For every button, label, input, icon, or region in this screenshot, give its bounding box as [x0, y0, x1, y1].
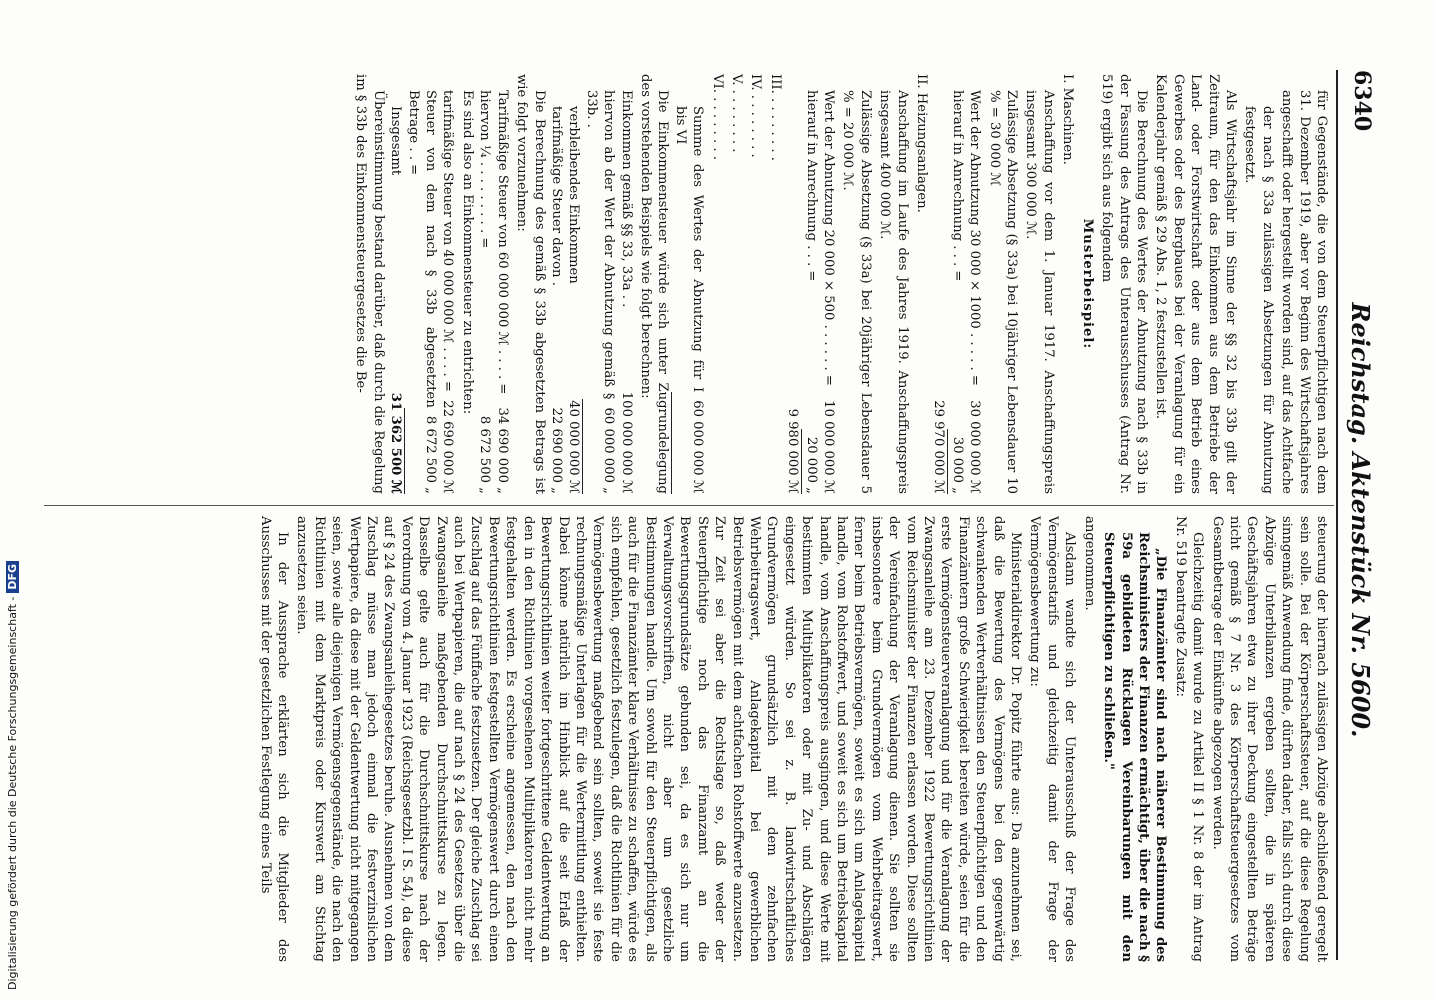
paragraph: Die Berechnung des Wertes der Abnutzung nach § 33b in der Fassung des Antrags des Unterausschusses (Antrag Nr. 519) ergibt sich aus folgendem	[1099, 74, 1149, 494]
calc-row: Steuer von dem nach § 33b abgesetzten Betrage . . = 8 672 500 „	[405, 90, 439, 494]
roman-item: III. . . . . . . . .	[767, 74, 783, 161]
paragraph: Anschaffung im Laufe des Jahres 1919. Anschaffungspreis insgesamt 400 000 ℳ.	[877, 90, 910, 494]
paragraph: der nach § 33a zulässigen Absetzungen für Abnutzung festgesetzt.	[1242, 106, 1275, 494]
right-column	[254, 516, 1330, 962]
paragraph: Die Berechnung des gemäß § 33b abgesetzten Betrags ist wie folgt vorzunehmen:	[514, 74, 547, 494]
paragraph: In der Aussprache erklärten sich die Mitglieder des Ausschusses mit der gesetzlichen Festlegung eines Teils	[257, 516, 291, 962]
sum-row: Summe des Wertes der Abnutzung für I bis VI 60 000 000 ℳ	[672, 106, 706, 494]
header-rule	[1336, 70, 1338, 960]
roman-item: IV. . . . . . . . .	[748, 74, 764, 158]
column-divider	[44, 505, 1334, 506]
roman-item: VI. . . . . . . . .	[709, 74, 725, 160]
calc-row: Wert der Abnutzung 20 000 × 500 . . . . . . = 10 000 000 ℳ	[821, 90, 837, 494]
paragraph: Ministerialdirektor Dr. Popitz führte aus: Da anzunehmen sei, daß die Bewertung des Vermögens bei den gegenwärtig schwankenden Wertverhältnissen den Steuerpflichtigen und den Finanzämtern große Schwierigkeit bereiten würde, seien für die erste Vermögensteuerveranlagung und für die Veranlagung der Zwangsanleihe am 23. Dezember 1922 Bewertungsrichtlinien vom Reichsminister der Finanzen erlassen worden. Diese sollten der Vereinfachung der Veranlagung dienen. Sie sollten sie insbesondere beim Grundvermögen vom Wehrbeitragswert, ferner beim Betriebsvermögen, soweit es sich um Anlagekapital handle, vom Rohstoffwert, und soweit es sich um Betriebskapital handle, vom Anschaffungspreis ausgingen, und diese Werte mit bestimmten Multiplikatoren oder mit Zu- und Abschlägen eingesetzt würden. So sei z. B. landwirtschaftliches Grundvermögen grundsätzlich mit dem zehnfachen Wehrbeitragswert, Anlagekapital bei gewerblichen Betriebsvermögen mit dem achtfachen Rohstoffwerte anzusetzen. Zur Zeit sei aber die Rechtslage so, daß weder der Steuerpflichtige noch das Finanzamt an die Bewertungsgrundsätze gebunden sei, da es sich nur um Verwaltungsvorschriften, nicht aber um gesetzliche Bestimmungen handle. Um sowohl für den Steuerpflichtigen, als auch für die Finanzämter klare Verhältnisse zu schaffen, würde es sich empfehlen, gesetzlich festzulegen, daß die Richtlinien für die Vermögensbewertung maßgebend sein sollten, soweit sie feste rechnungsmäßige Unterlagen für die Wertermittlung enthielten. Dabei könne natürlich im Hinblick auf die seit Erlaß der Bewertungsrichtlinien weiter fortgeschrittene Geldentwertung an den in den Richtlinien vorgesehenen Multiplikatoren nicht mehr festgehalten werden. Es erscheine angemessen, den nach den Bewertungsrichtlinien festgestellten Vermögenswert durch einen Zuschlag auf das Fünffache festzusetzen. Der gleiche Zuschlag sei auch bei Wertpapieren, die auf nach § 24 des Gesetzes über die Zwangsanleihe maßgebenden Durchschnittskurse zu legen. Dasselbe gelte auch für die Durchschnittskurse nach der Verordnung vom 4. Januar 1923 (Reichsgesetzbl. I S. 54), da diese auf § 24 des Zwangsanleihegesetzes beruhe. Ausnehmen von dem Zuschlag müsse man jedoch einmal die festverzinslichen Wertpapiere, da diese mit der Geldentwertung nicht mitgegangen seien, sowie alle diejenigen Vermögensgegenstände, die nach den Richtlinien mit dem Marktpreis oder Kurswert am Stichtag anzusetzen seien.	[294, 516, 1024, 962]
total-row: Insgesamt 31 362 500 ℳ	[388, 106, 404, 494]
calc-row: hierauf in Anrechnung . . . = 20 000 „	[801, 74, 819, 494]
paragraph: für Gegenstände, die von dem Steuerpflichtigen nach dem 31. Dezember 1919, aber vor Beginn des Wirtschaftsjahres angeschafft oder hergestellt worden sind, auf das Achtfache	[1279, 90, 1329, 494]
example-title: Musterbeispiel:	[1079, 218, 1095, 350]
calc-row: Einkommen gemäß §§ 33, 33a . . 100 000 000 ℳ	[618, 90, 634, 494]
paragraph: Zulässige Absetzung (§ 33a) bei 20jähriger Lebensdauer 5 % = 20 000 ℳ.	[840, 90, 873, 494]
calc-row: tarifmäßige Steuer von 40 000 000 ℳ . . . . = 22 690 000 ℳ	[440, 90, 456, 494]
paragraph: angenommen.	[1081, 516, 1097, 611]
paragraph: Alsdann wandte sich der Unterausschuß der Frage des Vermögenstarifs und gleichzeitig damit der Frage der Vermögensbewertung zu:	[1027, 516, 1078, 962]
calc-row: hierauf in Anrechnung . . . = 30 000 „	[947, 74, 965, 494]
paragraph: Als Wirtschaftsjahr im Sinne der §§ 32 bis 33b gilt der Zeitraum, für den das Einkommen aus dem Betriebe der Land- oder Forstwirtschaft oder aus dem Betrieb eines Gewerbes oder des Bergbaues bei der Veranlagung für ein Kalenderjahr gemäß § 29 Abs. 1, 2 festzustellen ist.	[1153, 74, 1238, 494]
paragraph: Es sind also an Einkommensteuer zu entrichten:	[459, 90, 475, 415]
calc-row: Tarifmäßige Steuer von 60 000 000 ℳ . . . . = 34 690 000 „	[494, 90, 510, 494]
left-column	[350, 74, 1330, 494]
digitization-credit	[6, 561, 19, 990]
paragraph: Anschaffung vor dem 1. Januar 1917. Anschaffungspreis insgesamt 300 000 ℳ.	[1023, 90, 1056, 494]
calc-row: verbleibendes Einkommen 40 000 000 ℳ	[566, 106, 582, 494]
credit-text: Digitalisierung gefördert durch die Deutsche Forschungsgemeinschaft -	[6, 596, 19, 990]
dfg-logo: DFG	[6, 561, 19, 593]
paragraph: Zulässige Absetzung (§ 33a) bei 10jähriger Lebensdauer 10 % = 30 000 ℳ	[986, 90, 1020, 494]
calc-row: hiervon ¼ . . . . . . . . . = 8 672 500 „	[477, 90, 493, 494]
page-header	[1339, 70, 1379, 970]
paragraph: Die Einkommensteuer würde sich unter Zugrundelegung des vorstehenden Beispiels wie folgt berechnen:	[637, 74, 671, 494]
page-title: Reichstag. Aktenstück Nr. 5600.	[1346, 302, 1375, 738]
calc-result: 9 980 000 ℳ	[785, 408, 801, 494]
section-heading: I. Maschinen.	[1060, 74, 1076, 165]
calc-result: 29 970 000 ℳ	[931, 400, 947, 494]
section-heading: II. Heizungsanlagen.	[914, 74, 930, 213]
paragraph: steuerung der hiernach zulässigen Abzüge abschließend geregelt sein solle. Bei der Körperschaftssteuer, auf die diese Regelung sinngemäß Anwendung finde, dürften daher, falls sich durch diese Abzüge Unterbilanzen ergeben sollten, die in späteren Geschäftsjahren etwa zu ihrer Deckung eingestellten Beträge nicht gemäß § 7 Nr. 3 des Körperschaftsteuergesetzes vom Gesamtbetrage der Einkünfte abgezogen werden.	[1209, 516, 1329, 962]
calc-row: hiervon ab der Wert der Abnutzung gemäß § 33b. . 60 000 000 „	[583, 90, 617, 494]
page-number: 6340	[1349, 70, 1375, 132]
quote: „Die Finanzämter sind nach näherer Bestimmung des Reichsministers der Finanzen ermächtigt, über die nach § 59a gebildeten Rücklagen Vereinbarungen mit den Steuerpflichtigen zu schließen."	[1101, 532, 1169, 962]
calc-row: tarifmäßige Steuer davon . 22 690 000 „	[548, 106, 564, 494]
paragraph: Übereinstimmung bestand darüber, daß durch die Regelung im § 33b des Einkommensteuergesetzes die Be-	[353, 74, 386, 494]
paragraph: Gleichzeitig damit wurde zu Artikel II § 1 Nr. 8 der im Antrag Nr. 519 beantragte Zusatz:	[1172, 516, 1206, 962]
calc-row: Wert der Abnutzung 30 000 × 1000 . . . . . = 30 000 000 ℳ	[967, 90, 983, 494]
roman-item: V. . . . . . . . .	[729, 74, 744, 153]
